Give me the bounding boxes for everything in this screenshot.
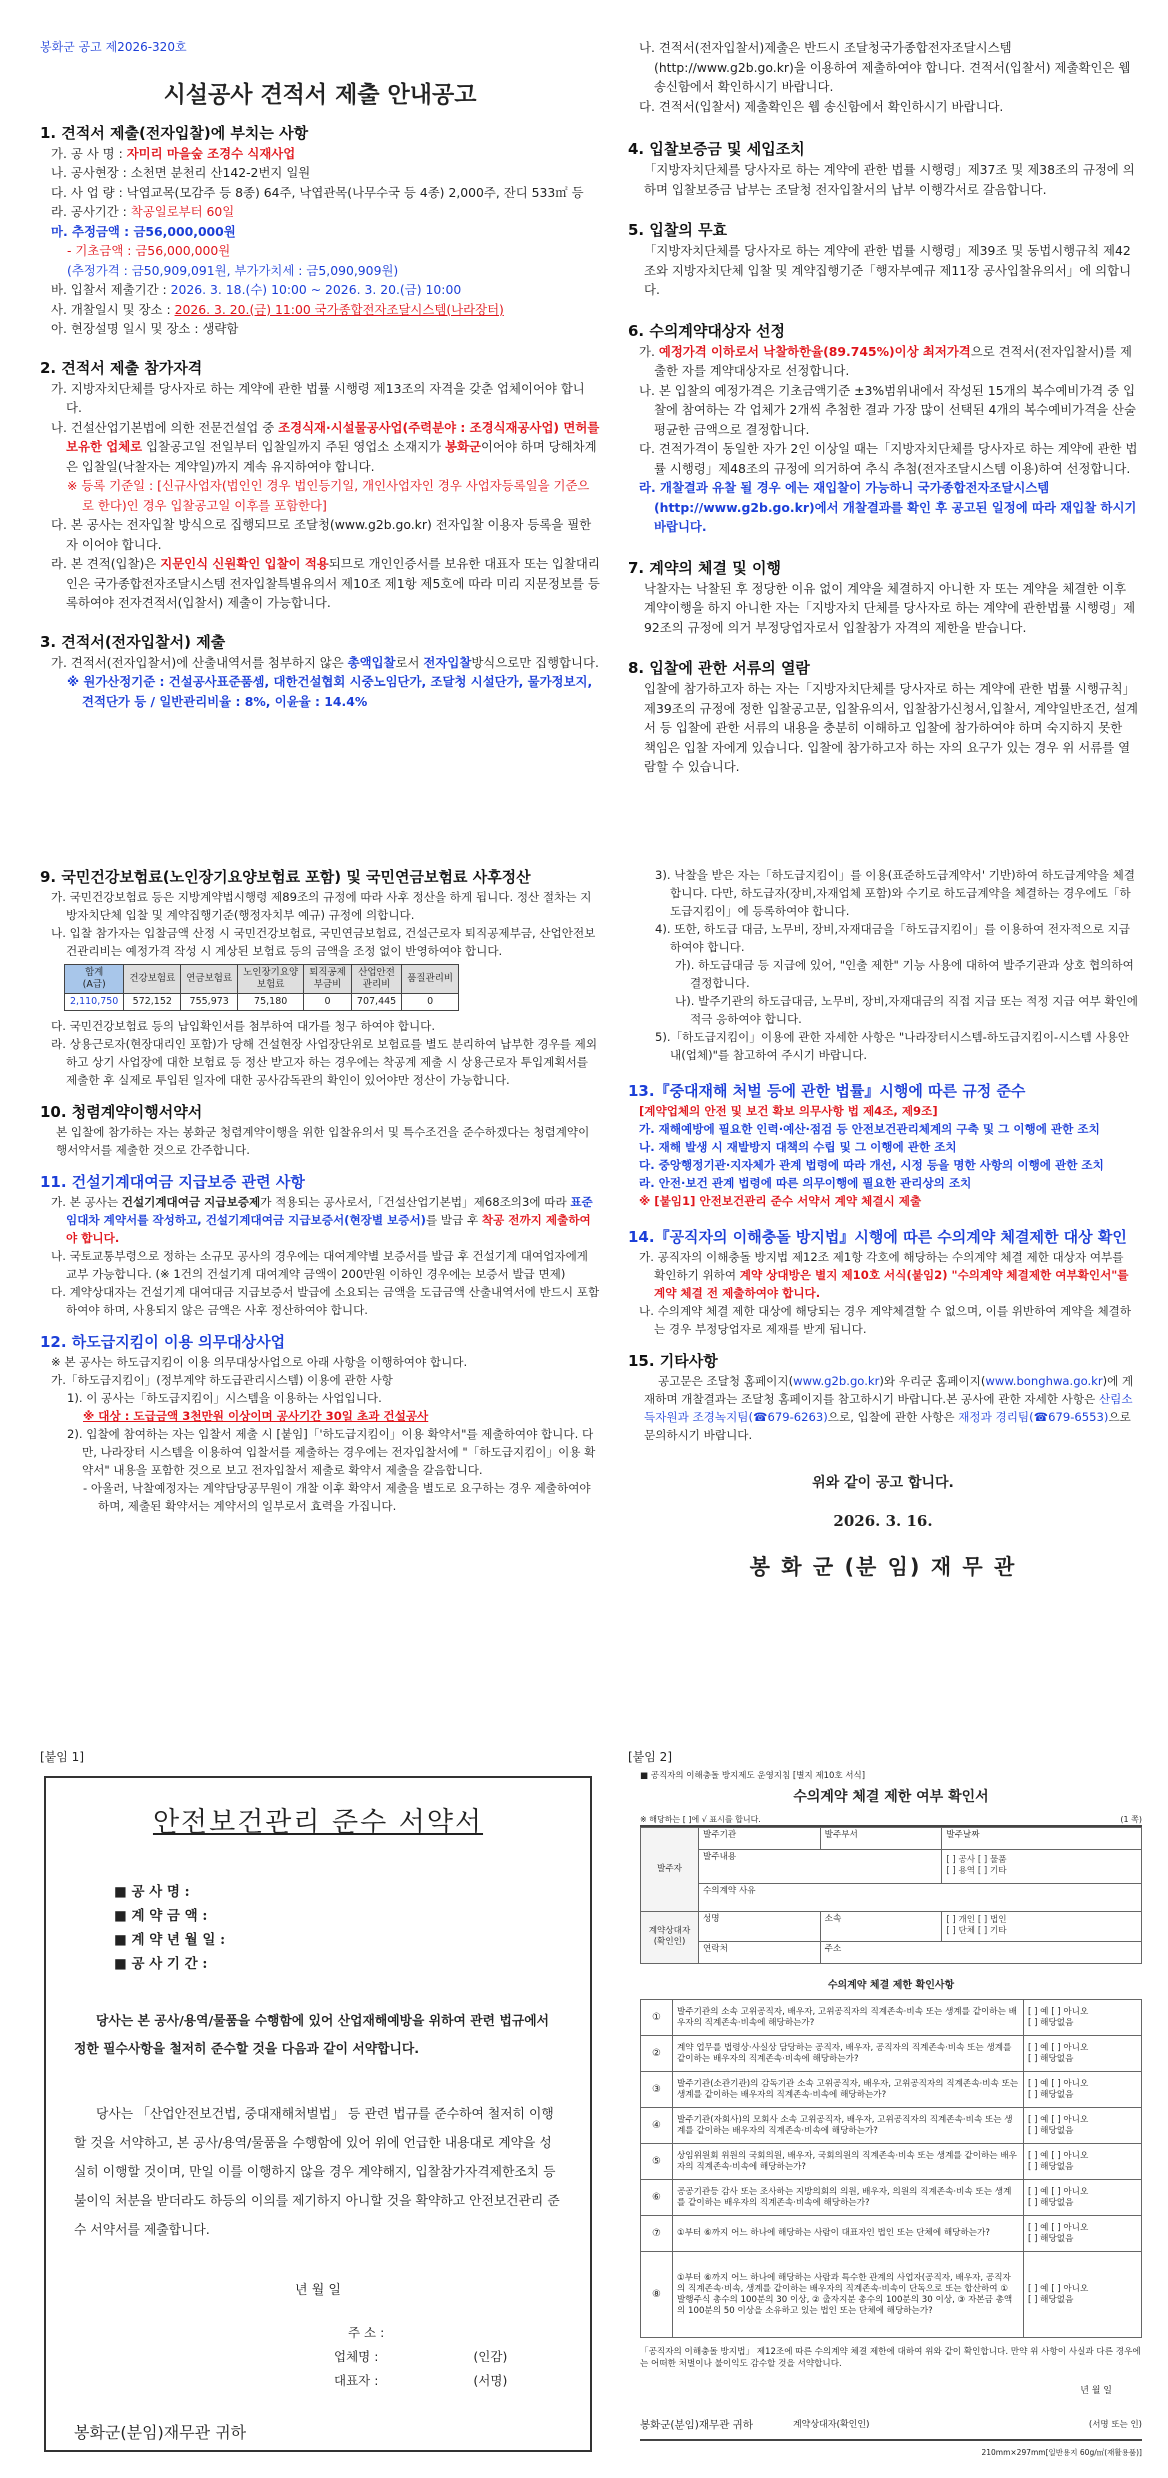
s1-ra: 라. 공사기간 : 착공일로부터 60일	[51, 204, 235, 219]
section-14-heading: 14.『공직자의 이해충돌 방지법』시행에 따른 수의계약 체결제한 대상 확인	[628, 1228, 1127, 1246]
s6-ra: 라. 개찰결과 유찰 될 경우 에는 재입찰이 가능하니 국가종합전자조달시스템(http://www.g2b.go.kr)에서 개찰결과를 확인 후 공고된 일정에 따라 재입찰 하시기 바랍니다.	[639, 480, 1137, 534]
section-8-heading: 8. 입찰에 관한 서류의 열람	[628, 659, 810, 677]
form-page: (1 쪽)	[1120, 1814, 1142, 1824]
s1-da: 다. 사 업 량 : 낙엽교목(모감주 등 8종) 64주, 낙엽관목(나무수국 등 4종) 2,000주, 잔디 533㎡ 등	[51, 184, 584, 200]
check-row	[641, 2036, 1142, 2072]
opt-party-other[interactable]: [ ] 기타	[977, 1926, 1007, 1936]
form-hint: ※ 해당하는 [ ]에 √ 표시를 합니다.	[640, 1814, 761, 1824]
check-not-applicable[interactable]: [ ] 해당없음	[1028, 2197, 1074, 2208]
opt-service[interactable]: [ ] 용역	[946, 1866, 976, 1876]
ins-h6: 품질관리비	[402, 965, 459, 994]
form-recipient: 봉화군(분임)재무관 귀하	[640, 2418, 753, 2431]
opt-corporation[interactable]: [ ] 법인	[977, 1915, 1007, 1925]
section-13-heading: 13.『중대재해 처벌 등에 관한 법률』시행에 따른 규정 준수	[628, 1082, 1026, 1100]
section-1-heading: 1. 견적서 제출(전자입찰)에 부치는 사항	[40, 123, 309, 142]
pledge-recipient: 봉화군(분임)재무관 귀하	[74, 2422, 247, 2442]
s7-text: 낙찰자는 낙찰된 후 정당한 이유 없이 계약을 체결하지 아니한 자 또는 계약을 체결한 이후 계약이행을 하지 아니한 자는「지방자치 단체를 당사자로 하는 계약에 관한법률 시행령」제92조의 규정에 의거 부정당업자로서 입찰참가 자격의 제한을 받습니다.	[644, 580, 1136, 635]
check-row-number: ④	[641, 2108, 673, 2144]
closing-date: 2026. 3. 16.	[833, 1512, 933, 1530]
section-3-heading: 3. 견적서(전자입찰서) 제출	[40, 632, 226, 651]
s1-ma-base: - 기초금액 : 금56,000,000원	[67, 243, 231, 258]
section-4-heading: 4. 입찰보증금 및 세입조치	[628, 140, 805, 158]
attachment-2-form	[640, 1770, 1142, 2460]
opt-other[interactable]: [ ] 기타	[977, 1866, 1007, 1876]
s13-l4: 다. 중앙행정기관·지자체가 관계 법령에 따라 개선, 시정 등을 명한 사항의 이행에 관한 조치	[639, 1158, 1104, 1172]
section-9-heading: 9. 국민건강보험료(노인장기요양보험료 포함) 및 국민연금보험료 사후정산	[40, 868, 531, 886]
check-not-applicable[interactable]: [ ] 해당없음	[1028, 2089, 1074, 2100]
check-row-number: ②	[641, 2036, 673, 2072]
party-org: 소속	[820, 1911, 942, 1941]
check-row	[641, 2180, 1142, 2216]
s9-ga: 가. 국민건강보험료 등은 지방계약법시행령 제89조의 규정에 따라 사후 정산을 하게 됩니다. 정산 절차는 지방자치단체 입찰 및 계약집행기준(행정자치부 예규) 규정에 의합니다.	[51, 890, 592, 922]
section-7-heading: 7. 계약의 체결 및 이행	[628, 558, 781, 577]
s4-text: 「지방자치단체를 당사자로 하는 계약에 관한 법률 시행령」제37조 및 제38조의 규정에 의하며 입찰보증금 납부는 조달청 전자입찰서의 납부 이행각서로 갈음합니다.	[644, 162, 1135, 197]
check-row	[641, 2144, 1142, 2180]
party-phone: 연락처	[699, 1941, 821, 1963]
check-row-options	[1024, 2144, 1142, 2180]
section-6-heading: 6. 수의계약대상자 선정	[628, 321, 785, 340]
form-checks-table	[640, 1999, 1142, 2338]
check-row	[641, 2000, 1142, 2036]
s3-na: 나. 견적서(전자입찰서)제출은 반드시 조달청국가종합전자조달시스템(http://www.g2b.go.kr)을 이용하여 제출하여야 합니다. 견적서(입찰서) 제출확인은 웹 송신함에서 확인하시기 바랍니다.	[639, 40, 1131, 94]
check-row-number: ⑦	[641, 2216, 673, 2252]
check-row-question: 발주기관(자회사)의 모회사 소속 고위공직자, 배우자, 고위공직자의 직계존속·비속 또는 생계를 같이하는 배우자의 직계존속·비속에 해당하는가?	[673, 2108, 1024, 2144]
opt-group[interactable]: [ ] 단체	[946, 1926, 976, 1936]
s12-note: ※ 본 공사는 하도급지킴이 이용 의무대상사업으로 아래 사항을 이행하여야 합니다.	[51, 1355, 468, 1369]
s3-da: 다. 견적서(입찰서) 제출확인은 웹 송신함에서 확인하시기 바랍니다.	[639, 98, 1004, 114]
party-label: 계약상대자 (확인인)	[641, 1911, 699, 1963]
section-10-heading: 10. 청렴계약이행서약서	[40, 1103, 203, 1121]
check-row-number: ①	[641, 2000, 673, 2036]
ins-v5: 707,445	[351, 994, 401, 1011]
s12-ga: 가.「하도급지킴이」(정부계약 하도급관리시스템) 이용에 관한 사항	[51, 1373, 393, 1387]
closing-statement: 위와 같이 공고 합니다.	[812, 1475, 954, 1491]
check-yes-no[interactable]: [ ] 예 [ ] 아니오	[1028, 2114, 1089, 2125]
pledge-title: 안전보건관리 준수 서약서	[152, 1807, 484, 1838]
check-row	[641, 2072, 1142, 2108]
party-name: 성명	[699, 1911, 821, 1941]
form-footer-text: 「공직자의 이해충돌 방지법」 제12조에 따른 수의계약 체결 제한에 대하여 위와 같이 확인합니다. 만약 위 사항이 사실과 다른 경우에는 어떠한 처벌이나 불이익도 감수할 것을 서약합니다.	[640, 2347, 1141, 2369]
party-type-options	[942, 1911, 1142, 1941]
s8-text: 입찰에 참가하고자 하는 자는「지방자치단체를 당사자로 하는 계약에 관한 법률 시행규칙」제39조의 규정에 정한 입찰공고문, 입찰유의서, 입찰참가신청서,입찰서, 계약일반조건, 설계서 등 입찰에 관한 서류의 내용을 충분히 이해하고 입찰에 참가하여야 하며 숙지하지 못한 책임은 입찰 자에게 있습니다. 입찰에 참가하고자 하는 자의 요구가 있는 경우 위 서류를 열람할 수 있습니다.	[644, 681, 1138, 774]
s13-l5: 라. 안전·보건 관계 법령에 따른 의무이행에 필요한 관리상의 조치	[639, 1176, 972, 1190]
pledge-para-2: 당사는 「산업안전보건법, 중대재해처벌법」 등 관련 법규를 준수하여 철저히 이행할 것을 서약하고, 본 공사/용역/물품을 수행함에 있어 위에 언급한 내용대로 계약을 성실히 이행할 것이며, 만일 이를 이행하지 않을 경우 계약해지, 입찰참가자격제한조치 등 불이익 처분을 받더라도 하등의 이의를 제기하지 아니할 것을 확약하고 안전보건관리 준수 서약서를 제출합니다.	[74, 2107, 560, 2238]
section-12-heading: 12. 하도급지킴이 이용 의무대상사업	[40, 1333, 286, 1351]
s2-ra: 라. 본 견적(입찰)은 지문인식 신원확인 입찰이 적용되므로 개인인증서를 보유한 대표자 또는 입찰대리인은 국가종합전자조달시스템 전자입찰특별유의서 제10조 제1항 제5호에 따라 미리 지문정보를 등록하여야 전자견적서(입찰서) 제출이 가능합니다.	[51, 556, 600, 610]
check-row-options	[1024, 2036, 1142, 2072]
ins-h0: 합계 (A급)	[65, 965, 124, 994]
ins-h5: 산업안전 관리비	[351, 965, 401, 994]
party-address: 주소	[820, 1941, 1141, 1963]
s2-note: ※ 등록 기준일 : [신규사업자(법인인 경우 법인등기일, 개인사업자인 경우 사업자등록일을 기준으로 한다)인 경우 입찰공고일 이후를 포함한다]	[67, 478, 590, 513]
ins-v4: 0	[304, 994, 352, 1011]
s12-i5: 5).「하도급지킴이」이용에 관한 자세한 사항은 "나라장터시스템-하도급지킴이-시스템 사용안내(업체)"를 참고하여 주시기 바랍니다.	[655, 1030, 1130, 1062]
s3-note: ※ 원가산정기준 : 건설공사표준품셈, 대한건설협회 시중노임단가, 조달청 시설단가, 물가정보지, 견적단가 등 / 일반관리비율 : 8%, 이윤율 : 14.4%	[67, 674, 593, 709]
left-column-top	[40, 38, 600, 858]
s12-i4a: 가). 하도급대금 등 지급에 있어, "인출 제한" 기능 사용에 대하여 발주기관과 상호 협의하여 결정합니다.	[675, 958, 1134, 990]
opt-individual[interactable]: [ ] 개인	[946, 1915, 976, 1925]
section-5-heading: 5. 입찰의 무효	[628, 221, 728, 239]
check-not-applicable[interactable]: [ ] 해당없음	[1028, 2017, 1074, 2028]
ins-v3: 75,180	[238, 994, 304, 1011]
form-subtitle: 수의계약 체결 제한 확인사항	[827, 1979, 955, 1991]
check-row	[641, 2108, 1142, 2144]
check-yes-no[interactable]: [ ] 예 [ ] 아니오	[1028, 2078, 1089, 2089]
attachment-2-label: [붙임 2]	[628, 1750, 672, 1764]
check-row-options	[1024, 2108, 1142, 2144]
form-paper-size: 210mm×297mm[일반용지 60g/㎡(재활용품)]	[981, 2448, 1142, 2457]
s14-na: 나. 수의계약 체결 제한 대상에 해당되는 경우 계약체결할 수 없으며, 이를 위반하여 계약을 체결하는 경우 부정당업자로 제재를 받게 됩니다.	[639, 1304, 1132, 1336]
check-row-question: 발주기관의 소속 고위공직자, 배우자, 고위공직자의 직계존속·비속 또는 생계를 같이하는 배우자의 직계존속·비속에 해당하는가?	[673, 2000, 1024, 2036]
s15-text: 공고문은 조달청 홈페이지(www.g2b.go.kr)와 우리군 홈페이지(www.bonghwa.go.kr)에 게재하며 개찰결과는 조달청 홈페이지를 참고하시기 바랍니다.본 공사에 관한 자세한 사항은 산림소득자원과 조경녹지팀(☎679-6263)으로, 입찰에 관한 사항은 재정과 경리팀(☎679-6553)으로 문의하시기 바랍니다.	[644, 1374, 1134, 1442]
s10-text: 본 입찰에 참가하는 자는 봉화군 청렴계약이행을 위한 입찰유의서 및 특수조건을 준수하겠다는 청렴계약이행서약서를 제출한 것으로 간주합니다.	[56, 1125, 590, 1157]
ins-h4: 퇴직공제 부금비	[304, 965, 352, 994]
s12-i3: 3). 낙찰을 받은 자는「하도급지킴이」를 이용(표준하도급계약서' 기반)하여 하도급계약을 체결합니다. 다만, 하도급자(장비,자재업체 포함)와 수기로 하도급계약을 체결하는 경우에도「하도급지킴이」에 등록하여야 합니다.	[655, 868, 1135, 918]
pledge-rep-row: 대표자 : (서명)	[334, 2372, 508, 2388]
attachment-1-label: [붙임 1]	[40, 1750, 84, 1764]
s5-text: 「지방자치단체를 당사자로 하는 계약에 관한 법률 시행령」제39조 및 동법시행규칙 제42조와 지방자치단체 입찰 및 계약집행기준「행자부예규 제11장 공사입찰유의서」에 의합니다.	[644, 243, 1132, 297]
check-row-question: 공공기관등 감사 또는 조사하는 지방의회의 의원, 배우자, 의원의 직계존속·비속 또는 생계를 같이하는 배우자의 직계존속·비속에 해당하는가?	[673, 2180, 1024, 2216]
check-row-options	[1024, 2072, 1142, 2108]
s9-na: 나. 입찰 참가자는 입찰금액 산정 시 국민건강보험료, 국민연금보험료, 건설근로자 퇴직공제부금, 산업안전보건관리비는 예정가격 작성 시 계상된 보험료 등의 금액을 조정 없이 반영하여야 합니다.	[51, 926, 596, 958]
client-reason: 수의계약 사유	[699, 1883, 1142, 1911]
pledge-company-row: 업체명 : (인감)	[334, 2348, 508, 2364]
check-row-number: ③	[641, 2072, 673, 2108]
ins-v1: 572,152	[124, 994, 181, 1011]
client-agency: 발주기관	[699, 1827, 821, 1849]
check-row-question: 상임위원회 위원의 국회의원, 배우자, 국회의원의 직계존속·비속 또는 생계를 같이하는 배우자의 직계존속·비속에 해당하는가?	[673, 2144, 1024, 2180]
check-not-applicable[interactable]: [ ] 해당없음	[1028, 2161, 1074, 2172]
s12-i2-note: - 아울러, 낙찰예정자는 계약담당공무원이 개찰 이후 확약서 제출을 별도로 요구하는 경우 제출하여야 하며, 제출된 확약서는 계약서의 일부로서 효력을 가집니다.	[83, 1481, 591, 1513]
left-column-mid	[40, 866, 600, 1716]
s6-ga: 가. 예정가격 이하로서 낙찰하한율(89.745%)이상 최저가격으로 견적서(전자입찰서)를 제출한 자를 계약대상자로 선정합니다.	[639, 343, 1132, 378]
s1-ga: 가. 공 사 명 : 자미리 마을숲 조경수 식재사업	[51, 145, 296, 161]
insurance-table	[64, 964, 459, 1011]
ins-v2: 755,973	[181, 994, 238, 1011]
ins-v6: 0	[402, 994, 459, 1011]
client-type-options	[942, 1849, 1142, 1883]
opt-goods[interactable]: [ ] 물품	[977, 1855, 1007, 1865]
check-row-question: ①부터 ⑥까지 어느 하나에 해당하는 사람과 특수한 관계의 사업자(공직자, 배우자, 공직자의 직계존속·비속, 생계를 같이하는 배우자의 직계존속·비속이 단독으로 또는 합산하여 ① 발행주식 총수의 100분의 30 이상, ② 출자지분 총수의 100분의 30 이상, ③ 자본금 총액의 100분의 50 이상을 소유하고 있는 법인 또는 단체에 해당하는가?	[673, 2252, 1024, 2338]
s6-na: 나. 본 입찰의 예정가격은 기초금액기준 ±3%범위내에서 작성된 15개의 복수예비가격 중 입찰에 참여하는 각 업체가 2개씩 추첨한 결과 가장 많이 선택된 4개의 복수예비가격을 산술평균한 금액으로 결정합니다.	[639, 382, 1136, 437]
form-parties-table	[640, 1827, 1142, 1964]
check-row-options	[1024, 2252, 1142, 2338]
ins-h2: 연금보험료	[181, 965, 238, 994]
s2-da: 다. 본 공사는 전자입찰 방식으로 집행되므로 조달청(www.g2b.go.kr) 전자입찰 이용자 등록을 필한 자 이어야 합니다.	[51, 517, 592, 552]
s12-i4b: 나). 발주기관의 하도급대금, 노무비, 장비,자재대금의 직접 지급 또는 적정 지급 여부 확인에 적극 응하여야 합니다.	[675, 994, 1138, 1026]
pledge-field-amount: ■ 계 약 금 액 :	[114, 1908, 208, 1924]
pledge-field-period: ■ 공 사 기 간 :	[114, 1956, 208, 1972]
form-title: 수의계약 체결 제한 여부 확인서	[793, 1789, 989, 1805]
s1-ba: 바. 입찰서 제출기간 : 2026. 3. 18.(수) 10:00 ~ 2026. 3. 20.(금) 10:00	[51, 282, 462, 297]
s1-ma: 마. 추정금액 : 금56,000,000원	[51, 223, 236, 239]
s6-da: 다. 견적가격이 동일한 자가 2인 이상일 때는「지방자치단체를 당사자로 하는 계약에 관한 법률 시행령」제48조의 규정에 의거하여 추식 추첨(전자조달시스템 이용)하여 선정합니다.	[639, 441, 1138, 476]
pledge-para-1: 당사는 본 공사/용역/물품을 수행함에 있어 산업재해예방을 위하여 관련 법규에서 정한 필수사항을 철저히 준수할 것을 다음과 같이 서약합니다.	[74, 2014, 549, 2057]
s1-a: 아. 현장설명 일시 및 장소 : 생략함	[51, 321, 239, 336]
s11-ga: 가. 본 공사는 건설기계대여금 지급보증제가 적용되는 공사로서,「건설산업기본법」제68조의3에 따라 표준임대차 계약서를 작성하고, 건설기계대여금 지급보증서(현장별 보증서)를 발급 후 착공 전까지 제출하여야 합니다.	[51, 1195, 593, 1245]
s9-ra: 라. 상용근로자(현장대리인 포함)가 당해 건설현장 사업장단위로 보험료를 별도 분리하여 납부한 경우를 제외하고 상기 사업장에 대한 보험료 등 정산 받고자 하는 경우에는 착공계 제출 시 상용근로자 투입계획서를 제출한 후 실제로 투입된 일자에 대한 공사감독관의 확인이 있어야만 정산이 가능합니다.	[51, 1037, 598, 1087]
notice-number: 봉화군 공고 제2026-320호	[40, 40, 187, 54]
check-not-applicable[interactable]: [ ] 해당없음	[1028, 2294, 1074, 2305]
s12-i1: 1). 이 공사는「하도급지킴이」시스템을 이용하는 사업입니다.	[67, 1391, 382, 1405]
check-yes-no[interactable]: [ ] 예 [ ] 아니오	[1028, 2283, 1089, 2294]
ins-h1: 건강보험료	[124, 965, 181, 994]
form-signer: 계약상대자(확인인)	[792, 2419, 870, 2430]
check-row-number: ⑤	[641, 2144, 673, 2180]
s1-sa: 사. 개찰일시 및 장소 : 2026. 3. 20.(금) 11:00 국가종합전자조달시스템(나라장터)	[51, 301, 504, 317]
s2-na: 나. 건설산업기본법에 의한 전문건설업 중 조경식재·시설물공사업(주력분야 : 조경식재공사업) 면허를 보유한 업체로 입찰공고일 전일부터 입찰일까지 주된 영업소 소재지가 봉화군이어야 하며 당해차계은 입찰일(낙찰자는 계약일)까지 계속 유지하여야 합니다.	[51, 419, 600, 474]
client-label: 발주자	[641, 1827, 699, 1911]
check-row-question: 발주기관(소관기관)의 감독기관 소속 고위공직자, 배우자, 고위공직자의 직계존속·비속 또는 생계를 같이하는 배우자의 직계존속·비속에 해당하는가?	[673, 2072, 1024, 2108]
s1-na: 나. 공사현장 : 소천면 분천리 산142-2번지 일원	[51, 165, 311, 180]
s12-i4: 4). 또한, 하도급 대금, 노무비, 장비,자재대금을「하도급지킴이」를 이용하여 전자적으로 지급하여야 합니다.	[655, 922, 1130, 954]
form-sign-mark: (서명 또는 인)	[1088, 2419, 1142, 2430]
form-date: 년 월 일	[1080, 2386, 1112, 2396]
pledge-address: 주 소 :	[348, 2324, 385, 2340]
check-yes-no[interactable]: [ ] 예 [ ] 아니오	[1028, 2042, 1089, 2053]
right-column-top	[628, 38, 1138, 858]
check-yes-no[interactable]: [ ] 예 [ ] 아니오	[1028, 2150, 1089, 2161]
check-row-number: ⑧	[641, 2252, 673, 2338]
ins-h3: 노인장기요양 보험료	[238, 965, 304, 994]
right-column-mid	[628, 866, 1138, 1716]
check-not-applicable[interactable]: [ ] 해당없음	[1028, 2053, 1074, 2064]
check-row-number: ⑥	[641, 2180, 673, 2216]
ins-v0: 2,110,750	[65, 994, 124, 1011]
check-not-applicable[interactable]: [ ] 해당없음	[1028, 2125, 1074, 2136]
client-dept: 발주부서	[820, 1827, 942, 1849]
check-yes-no[interactable]: [ ] 예 [ ] 아니오	[1028, 2186, 1089, 2197]
closing-org: 봉 화 군 (분 임) 재 무 관	[749, 1555, 1017, 1579]
check-row-question: 계약 업무를 법령상·사실상 담당하는 공직자, 배우자, 공직자의 직계존속·비속 또는 생계를 같이하는 배우자의 직계존속·비속에 해당하는가?	[673, 2036, 1024, 2072]
s13-l6: ※ [붙임1] 안전보건관리 준수 서약서 계약 체결시 제출	[639, 1194, 922, 1208]
check-yes-no[interactable]: [ ] 예 [ ] 아니오	[1028, 2006, 1089, 2017]
s13-l2: 가. 재해예방에 필요한 인력·예산·점검 등 안전보건관리체계의 구축 및 그 이행에 관한 조치	[639, 1122, 1100, 1136]
opt-construction[interactable]: [ ] 공사	[946, 1855, 976, 1865]
check-row	[641, 2216, 1142, 2252]
check-row-options	[1024, 2180, 1142, 2216]
client-date: 발주날짜	[942, 1827, 1142, 1849]
s9-da: 다. 국민건강보험료 등의 납입확인서를 첨부하여 대가를 청구 하여야 합니다.	[51, 1019, 436, 1033]
client-content: 발주내용	[699, 1849, 942, 1883]
check-row-options	[1024, 2216, 1142, 2252]
section-11-heading: 11. 건설기계대여금 지급보증 관련 사항	[40, 1173, 305, 1191]
pledge-field-name: ■ 공 사 명 :	[114, 1884, 190, 1900]
s14-ga: 가. 공직자의 이해충돌 방지법 제12조 제1항 각호에 해당하는 수의계약 체결 제한 대상자 여부를 확인하기 위하여 계약 상대방은 별지 제10호 서식(붙임2) "수의계약 체결제한 여부확인서"를 계약 체결 전 제출하여야 합니다.	[639, 1250, 1129, 1300]
s13-l1: [계약업체의 안전 및 보건 확보 의무사항 법 제4조, 제9조]	[639, 1104, 938, 1118]
form-reference: ■ 공직자의 이해충돌 방지제도 운영지침 [별지 제10호 서식]	[640, 1771, 866, 1781]
check-row-options	[1024, 2000, 1142, 2036]
check-yes-no[interactable]: [ ] 예 [ ] 아니오	[1028, 2222, 1089, 2233]
notice-title: 시설공사 견적서 제출 안내공고	[163, 81, 477, 108]
section-2-heading: 2. 견적서 제출 참가자격	[40, 358, 203, 377]
s3-ga: 가. 견적서(전자입찰서)에 산출내역서를 첨부하지 않은 총액입찰로서 전자입찰방식으로만 집행합니다.	[51, 654, 599, 670]
s2-ga: 가. 지방자치단체를 당사자로 하는 계약에 관한 법률 시행령 제13조의 자격을 갖춘 업체이어야 합니다.	[51, 380, 585, 415]
pledge-date: 년 월 일	[295, 2283, 341, 2298]
s13-l3: 나. 재해 발생 시 재발방지 대책의 수립 및 그 이행에 관한 조치	[639, 1140, 957, 1154]
attachment-1-pledge	[44, 1776, 592, 2452]
check-row	[641, 2252, 1142, 2338]
s11-da: 다. 계약상대자는 건설기계 대여대금 지급보증서 발급에 소요되는 금액을 도급금액 산출내역서에 반드시 포함하여야 하며, 사용되지 않은 금액은 사후 정산하여야 합니다.	[51, 1285, 600, 1317]
s1-ma-est: (추정가격 : 금50,909,091원, 부가가치세 : 금5,090,909원)	[67, 262, 399, 278]
s12-i1-note: ※ 대상 : 도급금액 3천만원 이상이며 공사기간 30일 초과 건설공사	[83, 1409, 429, 1423]
check-row-question: ①부터 ⑥까지 어느 하나에 해당하는 사람이 대표자인 법인 또는 단체에 해당하는가?	[673, 2216, 1024, 2252]
section-15-heading: 15. 기타사항	[628, 1352, 718, 1370]
s11-na: 나. 국토교통부령으로 정하는 소규모 공사의 경우에는 대여계약별 보증서를 발급 후 건설기계 대여업자에게 교부 가능합니다. (※ 1건의 건설기계 대여계약 금액이 200만원 이하인 경우에는 보증서 발급 면제)	[51, 1249, 589, 1281]
pledge-field-date: ■ 계 약 년 월 일 :	[114, 1932, 226, 1948]
s12-i2: 2). 입찰에 참여하는 자는 입찰서 제출 시 [붙임]「'하도급지킴이」이용 확약서"를 제출하여야 합니다. 다만, 나라장터 시스템을 이용하여 입찰서를 제출하는 경우에는 전자입찰서에 "「하도급지킴이」이용 확약서" 내용을 포함한 것으로 보고 전자입찰서 제출로 확약서 제출을 갈음합니다.	[67, 1427, 596, 1477]
check-not-applicable[interactable]: [ ] 해당없음	[1028, 2233, 1074, 2244]
